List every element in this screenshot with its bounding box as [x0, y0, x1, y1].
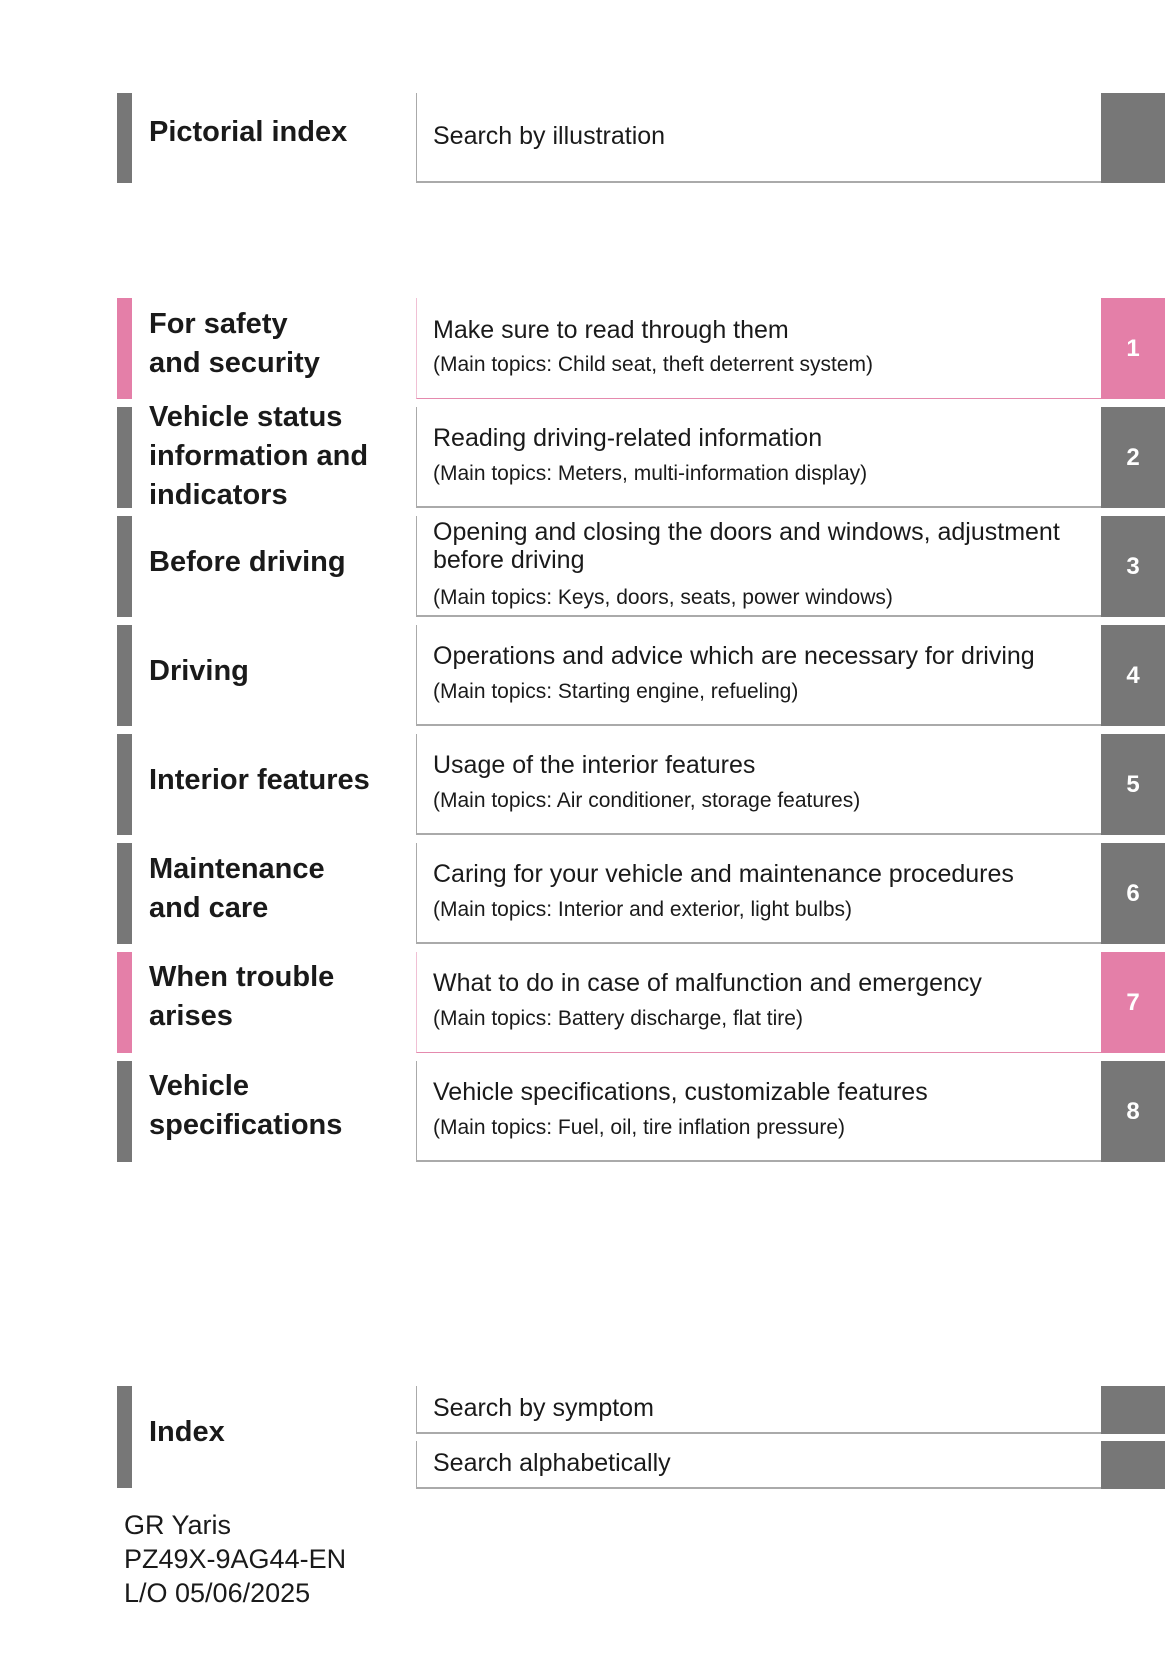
chapter-description: Vehicle specifications, customizable features [433, 1078, 928, 1106]
pictorial-index-description: Search by illustration [433, 122, 666, 150]
pictorial-index-description-box[interactable] [416, 93, 1101, 183]
section-bar [117, 1386, 132, 1488]
chapter-title: Interior features [149, 764, 370, 796]
chapter-description-box[interactable] [416, 952, 1101, 1053]
chapter-topics: (Main topics: Air conditioner, storage features) [433, 789, 861, 812]
chapter-description-box[interactable] [416, 298, 1101, 399]
document-footer [124, 1508, 346, 1610]
index-item-label: Search alphabetically [433, 1449, 671, 1477]
chapter-title: When trouble arises [149, 961, 335, 1032]
index-item-label: Search by symptom [433, 1394, 654, 1422]
index-tab-alphabetical[interactable] [1101, 1441, 1165, 1489]
chapter-topics: (Main topics: Meters, multi-information display) [433, 462, 868, 485]
section-bar [117, 952, 132, 1053]
document-code: PZ49X-9AG44-EN [124, 1544, 347, 1574]
chapter-tab-8[interactable]: 8 [1101, 1061, 1165, 1162]
chapter-description: Make sure to read through them [433, 316, 789, 344]
chapter-title: Driving [149, 655, 249, 687]
pictorial-index-title: Pictorial index [149, 116, 348, 148]
chapter-tab-1[interactable]: 1 [1101, 298, 1165, 399]
chapter-description: Opening and closing the doors and windows, adjustment before driving [433, 518, 1060, 574]
chapter-title: Vehicle specifications [149, 1070, 343, 1141]
section-bar [117, 1061, 132, 1162]
index-item-symptom[interactable] [416, 1386, 1101, 1434]
chapter-description-box[interactable] [416, 1061, 1101, 1162]
chapter-description-box[interactable] [416, 843, 1101, 944]
chapter-title: Before driving [149, 546, 346, 578]
index-title: Index [149, 1416, 225, 1448]
chapter-topics: (Main topics: Battery discharge, flat tire) [433, 1007, 803, 1030]
chapter-description: Caring for your vehicle and maintenance procedures [433, 860, 1014, 888]
section-bar [117, 625, 132, 726]
layout-date: L/O 05/06/2025 [124, 1578, 311, 1608]
chapter-topics: (Main topics: Interior and exterior, light bulbs) [433, 898, 853, 921]
chapter-tab-7[interactable]: 7 [1101, 952, 1165, 1053]
section-bar [117, 734, 132, 835]
chapter-title: Maintenance and care [149, 853, 325, 924]
chapter-description: What to do in case of malfunction and emergency [433, 969, 982, 997]
index-tab-symptom[interactable] [1101, 1386, 1165, 1434]
section-bar [117, 843, 132, 944]
section-bar [117, 407, 132, 508]
chapter-tab-4[interactable]: 4 [1101, 625, 1165, 726]
chapter-topics: (Main topics: Child seat, theft deterrent system) [433, 353, 874, 376]
chapter-description: Operations and advice which are necessary for driving [433, 642, 1035, 670]
chapter-topics: (Main topics: Starting engine, refueling) [433, 680, 799, 703]
chapter-description-box[interactable] [416, 625, 1101, 726]
section-bar [117, 516, 132, 617]
chapter-tab-2[interactable]: 2 [1101, 407, 1165, 508]
section-bar [117, 298, 132, 399]
chapter-tab-3[interactable]: 3 [1101, 516, 1165, 617]
chapter-tab-5[interactable]: 5 [1101, 734, 1165, 835]
section-bar [117, 93, 132, 183]
chapter-tab-6[interactable]: 6 [1101, 843, 1165, 944]
chapter-topics: (Main topics: Keys, doors, seats, power windows) [433, 586, 893, 609]
chapter-description: Usage of the interior features [433, 751, 756, 779]
chapter-description-box[interactable] [416, 407, 1101, 508]
chapter-topics: (Main topics: Fuel, oil, tire inflation pressure) [433, 1116, 845, 1139]
model-name: GR Yaris [124, 1510, 232, 1540]
chapter-title: Vehicle status information and indicators [149, 401, 369, 511]
chapter-title: For safety and security [149, 308, 320, 379]
pictorial-index-tab[interactable] [1101, 93, 1165, 183]
index-item-alphabetical[interactable] [416, 1441, 1101, 1489]
chapter-description: Reading driving-related information [433, 424, 823, 452]
chapter-description-box[interactable] [416, 734, 1101, 835]
chapter-description-box[interactable] [416, 516, 1101, 617]
